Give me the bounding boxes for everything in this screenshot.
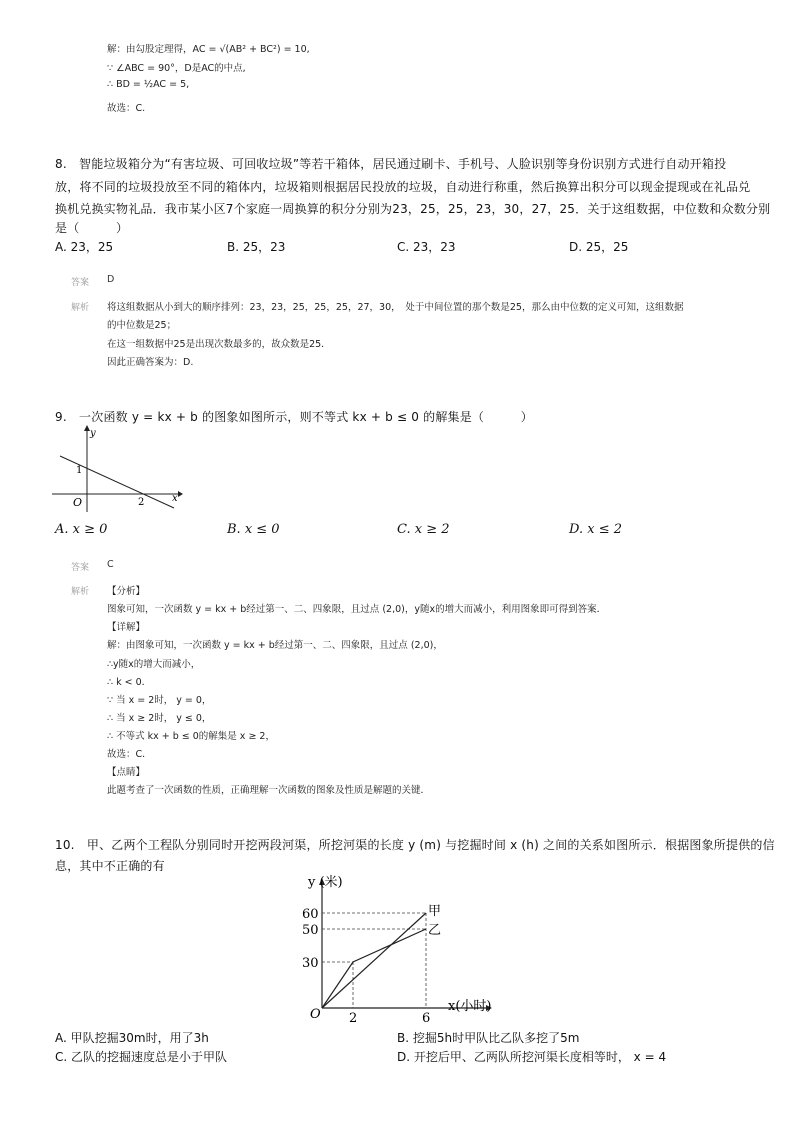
analysis-line: ∴ 当 x ≥ 2时， y ≤ 0， <box>107 713 212 724</box>
analysis-line: 【详解】 <box>107 622 146 633</box>
option-c[interactable]: C. 乙队的挖掘速度总是小于甲队 <box>55 1050 228 1064</box>
analysis-line: ∴y随x的增大而减小， <box>107 659 201 670</box>
option-d[interactable]: D. x ≤ 2 <box>569 522 622 537</box>
series-jia-label: 甲 <box>428 904 442 919</box>
y-intercept-label: 1 <box>76 465 83 476</box>
analysis-label: 解析 <box>71 303 90 313</box>
series-yi-label: 乙 <box>428 923 442 938</box>
option-b[interactable]: B. 挖掘5h时甲队比乙队多挖了5m <box>397 1031 580 1045</box>
option-d[interactable]: D. 25，25 <box>569 240 629 254</box>
question-10-text: 10. 甲、乙两个工程队分别同时开挖两段河渠，所挖河渠的长度 y (m) 与挖掘时间 x (h) 之间的关系如图所示．根据图象所提供的信 <box>55 838 775 852</box>
series-jia-line <box>322 913 426 1008</box>
analysis-line: 的中位数是25； <box>107 320 177 331</box>
y-tick-label: 50 <box>302 923 319 938</box>
origin-label: O <box>310 1007 321 1022</box>
x-tick-label: 6 <box>422 1011 431 1022</box>
answer-label: 答案 <box>71 563 90 573</box>
question-9-text: 9. 一次函数 y = kx + b 的图象如图所示，则不等式 kx + b ≤ 0 的解集是（ ） <box>55 410 533 424</box>
excavation-graph <box>290 870 510 1022</box>
analysis-line: 故选：C． <box>107 749 152 760</box>
option-c[interactable]: C. 23，23 <box>397 240 456 254</box>
series-yi-line <box>322 929 426 1008</box>
x-axis-label: x <box>172 493 178 504</box>
x-axis-label: x(小时) <box>448 999 492 1014</box>
y-axis-label: y (米) <box>308 875 343 890</box>
analysis-line: 【点睛】 <box>107 767 146 778</box>
y-tick-label: 30 <box>302 956 319 971</box>
option-c[interactable]: C. x ≥ 2 <box>397 522 450 537</box>
analysis-line: 解：由图象可知，一次函数 y = kx + b经过第一、二、四象限，且过点 (2,0)， <box>107 640 443 651</box>
analysis-line: 将这组数据从小到大的顺序排列：23，23，25，25，25，27，30， 处于中间位置的那个数是25，那么由中位数的定义可知，这组数据 <box>107 302 684 313</box>
x-axis-arrow <box>178 491 183 497</box>
x-intercept-label: 2 <box>138 497 145 508</box>
analysis-line: ∴ k < 0． <box>107 677 152 688</box>
origin-label: O <box>73 496 83 509</box>
question-8-text: 是（ ） <box>55 221 129 235</box>
linear-function-graph <box>50 424 185 516</box>
analysis-line: 此题考查了一次函数的性质，正确理解一次函数的图象及性质是解题的关键． <box>107 785 431 796</box>
analysis-line: ∵ 当 x = 2时， y = 0， <box>107 695 212 706</box>
question-8-text: 8. 智能垃圾箱分为“有害垃圾、可回收垃圾”等若干箱体，居民通过刷卡、手机号、人脸识别等身份识别方式进行自动开箱投 <box>55 157 727 171</box>
analysis-line: 【分析】 <box>107 586 146 597</box>
analysis-line: 因此正确答案为：D. <box>107 357 194 368</box>
option-b[interactable]: B. x ≤ 0 <box>227 522 280 537</box>
solution-line: ∵ ∠ABC = 90°，D是AC的中点, <box>107 63 246 74</box>
analysis-line: 图象可知，一次函数 y = kx + b经过第一、二、四象限，且过点 (2,0)，y随x的增大而减小，利用图象即可得到答案． <box>107 604 607 615</box>
question-8-text: 换机兑换实物礼品．我市某小区7个家庭一周换算的积分分别为23，25，25，23，30，27，25．关于这组数据，中位数和众数分别 <box>55 202 771 216</box>
option-b[interactable]: B. 25，23 <box>227 240 286 254</box>
option-d[interactable]: D. 开挖后甲、乙两队所挖河渠长度相等时， x = 4 <box>397 1050 667 1064</box>
question-10-text: 息，其中不正确的有 <box>55 859 165 873</box>
question-8-text: 放，将不同的垃圾投放至不同的箱体内，垃圾箱则根据居民投放的垃圾，自动进行称重，然后换算出积分可以现金提现或在礼品兑 <box>55 180 751 194</box>
option-a[interactable]: A. x ≥ 0 <box>55 522 108 537</box>
answer-label: 答案 <box>71 278 90 288</box>
answer-value: C <box>107 559 114 570</box>
analysis-label: 解析 <box>71 587 90 597</box>
analysis-line: 在这一组数据中25是出现次数最多的，故众数是25． <box>107 339 331 350</box>
solution-line: 解：由勾股定理得，AC = √(AB² + BC²) = 10, <box>107 44 310 55</box>
analysis-line: ∴ 不等式 kx + b ≤ 0的解集是 x ≥ 2， <box>107 731 275 742</box>
solution-line: 故选：C. <box>107 103 146 114</box>
y-tick-label: 60 <box>302 907 319 922</box>
y-axis-label: y <box>90 428 96 439</box>
option-a[interactable]: A. 23，25 <box>55 240 114 254</box>
solution-line: ∴ BD = ½AC = 5, <box>107 79 190 90</box>
answer-value: D <box>107 274 115 285</box>
option-a[interactable]: A. 甲队挖掘30m时，用了3h <box>55 1031 209 1045</box>
x-tick-label: 2 <box>349 1011 358 1022</box>
